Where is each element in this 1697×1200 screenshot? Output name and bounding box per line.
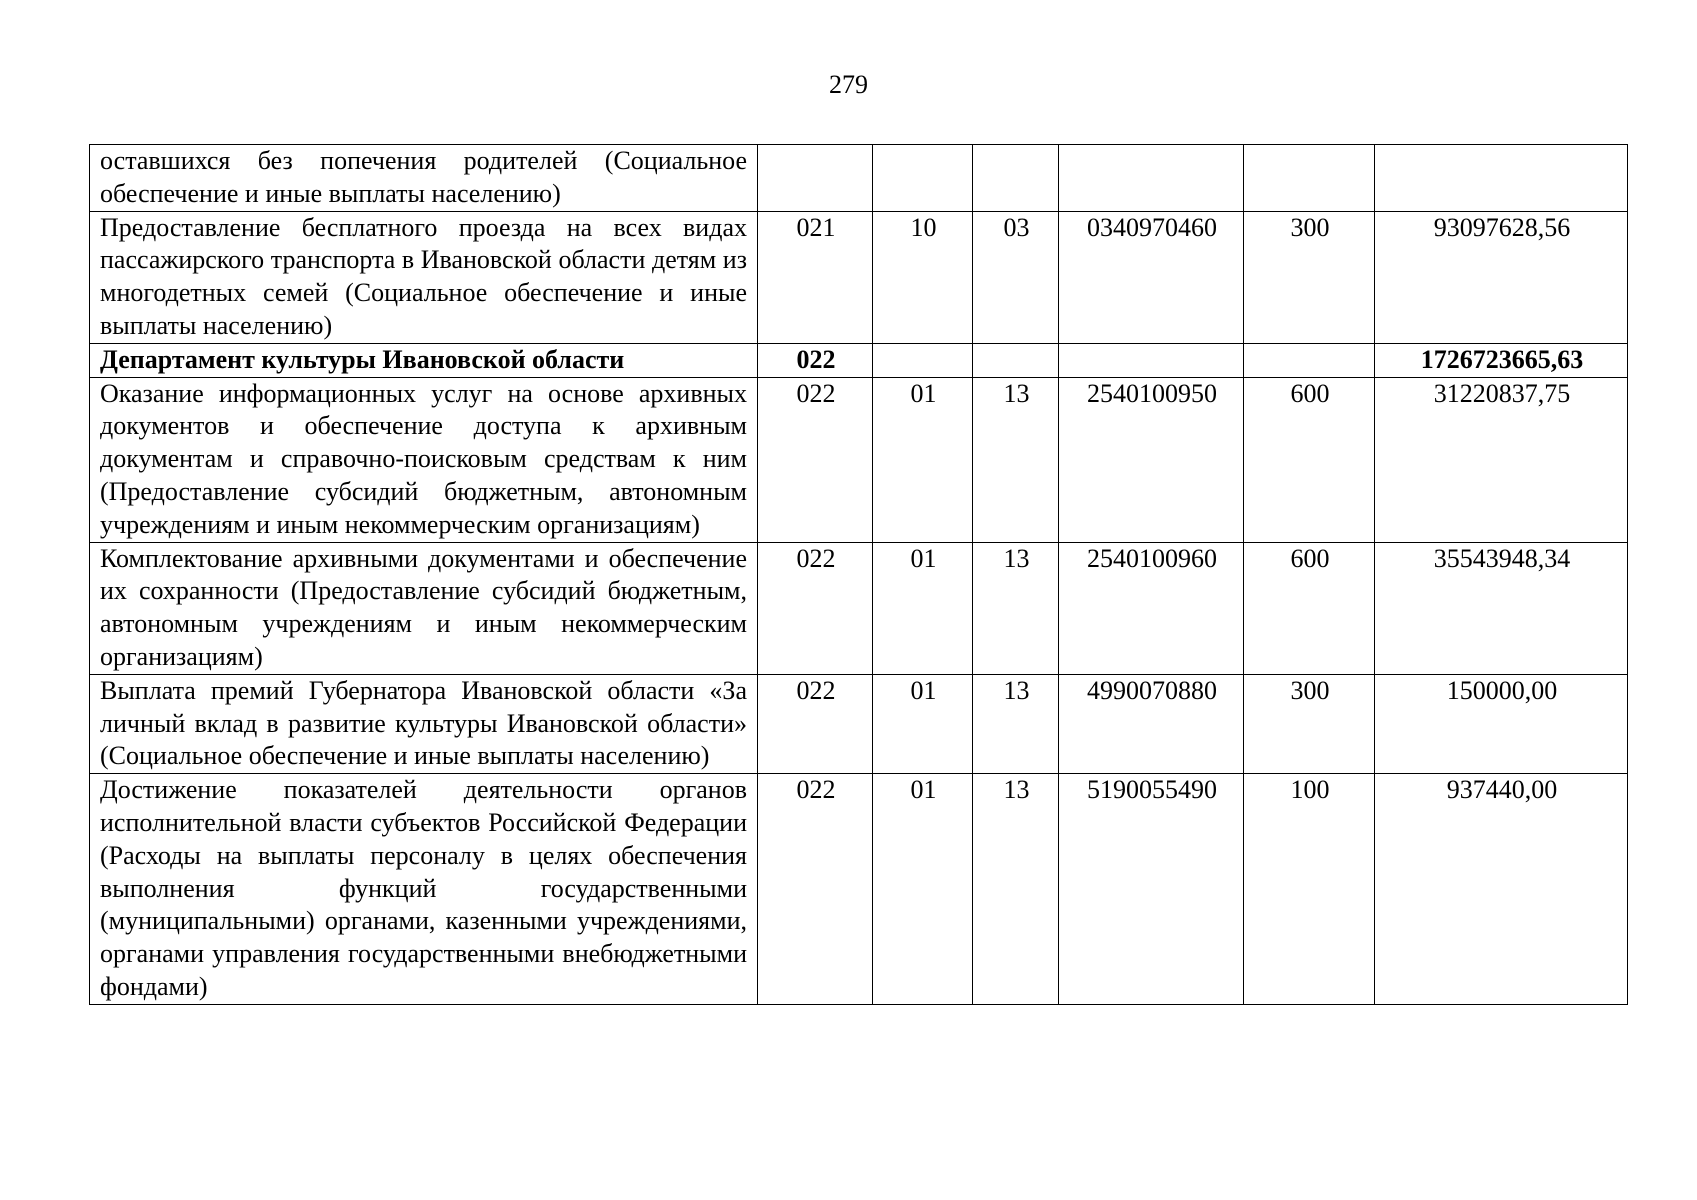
subsection-code-cell: 13 — [973, 774, 1059, 1005]
amount-cell: 150000,00 — [1375, 674, 1628, 773]
table-row-department — [90, 343, 1628, 377]
section-code-cell: 01 — [873, 542, 973, 674]
target-article-cell — [1059, 145, 1244, 212]
description-cell: Достижение показателей деятельности органов исполнительной власти субъектов Российской Федерации (Расходы на выплаты персоналу в целях обеспечения выполнения функций государственными (муниципальными) органами, казенными учреждениями, органами управления государственными внебюджетными фондами) — [90, 774, 758, 1005]
budget-table-body — [90, 145, 1628, 1005]
ministry-code-cell: 022 — [758, 674, 873, 773]
department-name-cell: Департамент культуры Ивановской области — [90, 343, 758, 377]
subsection-code-cell — [973, 145, 1059, 212]
section-code-cell: 10 — [873, 211, 973, 343]
description-cell: Оказание информационных услуг на основе архивных документов и обеспечение доступа к архивным документам и справочно-поисковым средствам к ним (Предоставление субсидий бюджетным, автономным учреждениям и иным некоммерческим организациям) — [90, 377, 758, 542]
amount-cell — [1375, 145, 1628, 212]
target-article-cell: 0340970460 — [1059, 211, 1244, 343]
table-row — [90, 542, 1628, 674]
target-article-cell: 4990070880 — [1059, 674, 1244, 773]
department-total-cell: 1726723665,63 — [1375, 343, 1628, 377]
table-row — [90, 145, 1628, 212]
description-cell: Комплектование архивными документами и обеспечение их сохранности (Предоставление субсидий бюджетным, автономным учреждениям и иным некоммерческим организациям) — [90, 542, 758, 674]
table-row — [90, 674, 1628, 773]
subsection-code-cell — [973, 343, 1059, 377]
target-article-cell: 2540100960 — [1059, 542, 1244, 674]
ministry-code-cell: 021 — [758, 211, 873, 343]
page-number: 279 — [829, 70, 868, 99]
table-row — [90, 377, 1628, 542]
expense-type-cell: 300 — [1244, 211, 1375, 343]
expense-type-cell: 100 — [1244, 774, 1375, 1005]
expense-type-cell: 300 — [1244, 674, 1375, 773]
amount-cell: 937440,00 — [1375, 774, 1628, 1005]
description-cell: Предоставление бесплатного проезда на всех видах пассажирского транспорта в Ивановской области детям из многодетных семей (Социальное обеспечение и иные выплаты населению) — [90, 211, 758, 343]
subsection-code-cell: 13 — [973, 674, 1059, 773]
target-article-cell: 5190055490 — [1059, 774, 1244, 1005]
target-article-cell: 2540100950 — [1059, 377, 1244, 542]
table-row — [90, 211, 1628, 343]
section-code-cell — [873, 145, 973, 212]
ministry-code-cell: 022 — [758, 343, 873, 377]
expense-type-cell: 600 — [1244, 542, 1375, 674]
subsection-code-cell: 13 — [973, 542, 1059, 674]
ministry-code-cell: 022 — [758, 774, 873, 1005]
description-cell: Выплата премий Губернатора Ивановской области «За личный вклад в развитие культуры Ивановской области» (Социальное обеспечение и иные выплаты населению) — [90, 674, 758, 773]
expense-type-cell — [1244, 343, 1375, 377]
section-code-cell: 01 — [873, 377, 973, 542]
expense-type-cell — [1244, 145, 1375, 212]
amount-cell: 31220837,75 — [1375, 377, 1628, 542]
target-article-cell — [1059, 343, 1244, 377]
amount-cell: 93097628,56 — [1375, 211, 1628, 343]
description-cell: оставшихся без попечения родителей (Социальное обеспечение и иные выплаты населению) — [90, 145, 758, 212]
section-code-cell: 01 — [873, 674, 973, 773]
ministry-code-cell: 022 — [758, 542, 873, 674]
table-row — [90, 774, 1628, 1005]
subsection-code-cell: 13 — [973, 377, 1059, 542]
ministry-code-cell — [758, 145, 873, 212]
expense-type-cell: 600 — [1244, 377, 1375, 542]
budget-table — [89, 144, 1628, 1005]
section-code-cell — [873, 343, 973, 377]
ministry-code-cell: 022 — [758, 377, 873, 542]
section-code-cell: 01 — [873, 774, 973, 1005]
amount-cell: 35543948,34 — [1375, 542, 1628, 674]
subsection-code-cell: 03 — [973, 211, 1059, 343]
